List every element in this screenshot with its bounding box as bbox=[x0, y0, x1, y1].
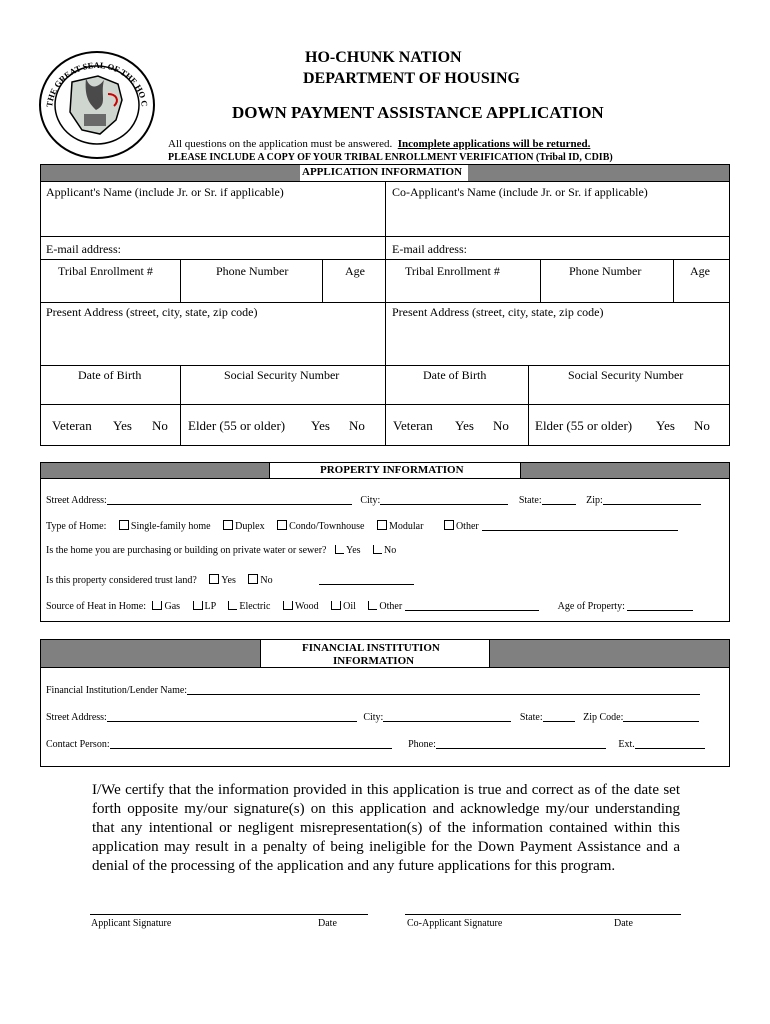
type-modular[interactable] bbox=[377, 521, 423, 532]
type-other[interactable] bbox=[444, 521, 678, 532]
type-duplex-label: Duplex bbox=[235, 521, 265, 532]
trust-no[interactable] bbox=[248, 575, 272, 586]
checkbox[interactable] bbox=[152, 601, 162, 610]
certification-text: I/We certify that the information provided in this application is true and correct as of the date set forth opposite my/our signature(s) on this application and acknowledge my/our understanding that any intentional or negligent misrepresentation(s) of the information contained within this application may result in a penalty of being ineligible for the Down Payment Assistance and a denial of the processing of the application and any future applications for this program. bbox=[92, 782, 680, 874]
heat-oil-label: Oil bbox=[343, 601, 356, 612]
financial-bar-right bbox=[490, 640, 729, 667]
org-name: HO-CHUNK NATION bbox=[305, 49, 462, 66]
heat-electric-label: Electric bbox=[239, 601, 271, 612]
financial-phone-label: Phone: bbox=[408, 739, 436, 750]
property-city-label: City: bbox=[360, 495, 381, 506]
heat-other[interactable] bbox=[368, 601, 539, 612]
applicant-tribal-label: Tribal Enrollment # bbox=[58, 264, 153, 278]
trust-land-input[interactable] bbox=[319, 572, 414, 585]
applicant-address-label: Present Address (street, city, state, zip code) bbox=[46, 305, 258, 319]
applicant-ssn-label: Social Security Number bbox=[224, 368, 340, 382]
trust-no-label: No bbox=[260, 575, 273, 586]
checkbox[interactable] bbox=[223, 520, 233, 530]
coapplicant-tribal-label: Tribal Enrollment # bbox=[405, 264, 500, 278]
property-bar-left bbox=[41, 463, 269, 478]
financial-phone-input[interactable] bbox=[436, 736, 606, 749]
heat-source-label: Source of Heat in Home: bbox=[46, 601, 146, 612]
type-single-family[interactable] bbox=[119, 521, 211, 532]
applicant-veteran-label: Veteran bbox=[52, 418, 92, 433]
water-no-label: No bbox=[384, 545, 397, 556]
lender-row bbox=[46, 682, 700, 696]
heat-oil[interactable] bbox=[331, 601, 356, 612]
instructions-text: All questions on the application must be answered. bbox=[168, 138, 393, 150]
checkbox[interactable] bbox=[331, 601, 341, 610]
instructions-warning: Incomplete applications will be returned. bbox=[397, 138, 591, 150]
coapplicant-date-label: Date bbox=[614, 918, 633, 929]
financial-section-title-2: INFORMATION bbox=[333, 655, 415, 667]
type-of-home-label: Type of Home: bbox=[46, 521, 107, 532]
seal-text: THE GREAT SEAL OF THE HO C bbox=[44, 59, 150, 108]
ext-input[interactable] bbox=[635, 736, 705, 749]
property-street-label: Street Address: bbox=[46, 495, 107, 506]
coapplicant-signature-line[interactable] bbox=[405, 914, 681, 915]
coapplicant-signature-label: Co-Applicant Signature bbox=[407, 918, 503, 929]
coapplicant-phone-label: Phone Number bbox=[569, 264, 642, 278]
coapplicant-elder-no[interactable]: No bbox=[694, 418, 710, 433]
financial-zip-label: Zip Code: bbox=[583, 712, 624, 723]
contact-label: Contact Person: bbox=[46, 739, 110, 750]
heat-other-input[interactable] bbox=[405, 598, 539, 611]
property-street-input[interactable] bbox=[107, 492, 352, 505]
enrollment-note: PLEASE INCLUDE A COPY OF YOUR TRIBAL ENROLLMENT VERIFICATION (Tribal ID, CDIB) bbox=[168, 152, 613, 163]
applicant-name-label: Applicant's Name (include Jr. or Sr. if applicable) bbox=[46, 185, 284, 199]
applicant-date-label: Date bbox=[318, 918, 337, 929]
type-condo[interactable] bbox=[277, 521, 364, 532]
checkbox[interactable] bbox=[373, 545, 382, 554]
coapplicant-ssn-label: Social Security Number bbox=[568, 368, 684, 382]
page-title: DOWN PAYMENT ASSISTANCE APPLICATION bbox=[232, 103, 604, 122]
contact-input[interactable] bbox=[110, 736, 392, 749]
coapplicant-age-label: Age bbox=[690, 264, 710, 278]
applicant-phone-label: Phone Number bbox=[216, 264, 289, 278]
type-of-home-row bbox=[46, 518, 678, 532]
property-zip-input[interactable] bbox=[603, 492, 701, 505]
checkbox[interactable] bbox=[368, 601, 377, 610]
coapplicant-email-label: E-mail address: bbox=[392, 242, 467, 256]
trust-land-row bbox=[46, 572, 414, 586]
applicant-email-label: E-mail address: bbox=[46, 242, 121, 256]
checkbox[interactable] bbox=[248, 574, 258, 584]
section-bar-left bbox=[41, 165, 300, 181]
water-sewer-question: Is the home you are purchasing or building on private water or sewer? bbox=[46, 545, 327, 556]
financial-zip-input[interactable] bbox=[623, 709, 699, 722]
applicant-elder-no[interactable]: No bbox=[349, 418, 365, 433]
applicant-elder-yes[interactable]: Yes bbox=[311, 418, 330, 433]
financial-city-input[interactable] bbox=[383, 709, 511, 722]
type-other-input[interactable] bbox=[482, 518, 678, 531]
property-street-row bbox=[46, 492, 701, 506]
property-zip-label: Zip: bbox=[586, 495, 603, 506]
financial-street-input[interactable] bbox=[107, 709, 357, 722]
checkbox[interactable] bbox=[444, 520, 454, 530]
lender-input[interactable] bbox=[187, 682, 700, 695]
financial-state-label: State: bbox=[519, 712, 543, 723]
water-yes-label: Yes bbox=[345, 545, 361, 556]
heat-wood[interactable] bbox=[283, 601, 319, 612]
property-city-input[interactable] bbox=[380, 492, 508, 505]
heat-other-label: Other bbox=[379, 601, 403, 612]
checkbox[interactable] bbox=[228, 601, 237, 610]
trust-yes-label: Yes bbox=[221, 575, 236, 586]
trust-yes[interactable] bbox=[209, 575, 236, 586]
checkbox[interactable] bbox=[119, 520, 129, 530]
type-duplex[interactable] bbox=[223, 521, 264, 532]
heat-lp[interactable] bbox=[193, 601, 216, 612]
applicant-dob-label: Date of Birth bbox=[78, 368, 142, 382]
coapplicant-name-field[interactable] bbox=[386, 200, 729, 234]
nation-seal bbox=[38, 50, 156, 160]
heat-gas-label: Gas bbox=[164, 601, 181, 612]
financial-state-input[interactable] bbox=[543, 709, 575, 722]
checkbox[interactable] bbox=[193, 601, 203, 610]
heat-wood-label: Wood bbox=[294, 601, 319, 612]
water-no[interactable] bbox=[373, 545, 396, 556]
water-sewer-row bbox=[46, 545, 396, 556]
checkbox[interactable] bbox=[283, 601, 293, 610]
trust-land-question: Is this property considered trust land? bbox=[46, 575, 197, 586]
financial-section-title-1: FINANCIAL INSTITUTION bbox=[302, 642, 440, 654]
heat-source-row bbox=[46, 598, 693, 612]
ext-label: Ext. bbox=[618, 739, 635, 750]
checkbox[interactable] bbox=[277, 520, 287, 530]
applicant-signature-label: Applicant Signature bbox=[91, 918, 172, 929]
lender-label: Financial Institution/Lender Name: bbox=[46, 685, 188, 696]
coapplicant-veteran-yes[interactable]: Yes bbox=[455, 418, 474, 433]
contact-row bbox=[46, 736, 705, 750]
instructions bbox=[168, 138, 590, 150]
property-state-label: State: bbox=[518, 495, 542, 506]
application-section-title: APPLICATION INFORMATION bbox=[302, 166, 463, 178]
financial-street-label: Street Address: bbox=[46, 712, 107, 723]
applicant-veteran-yes[interactable]: Yes bbox=[113, 418, 132, 433]
section-bar-right bbox=[468, 165, 729, 181]
type-single-family-label: Single-family home bbox=[130, 521, 211, 532]
property-section-title: PROPERTY INFORMATION bbox=[320, 464, 464, 476]
age-of-property-input[interactable] bbox=[627, 598, 693, 611]
checkbox[interactable] bbox=[335, 545, 344, 554]
coapplicant-veteran-no[interactable]: No bbox=[493, 418, 509, 433]
type-modular-label: Modular bbox=[389, 521, 424, 532]
applicant-signature-line[interactable] bbox=[90, 914, 368, 915]
coapplicant-address-label: Present Address (street, city, state, zip code) bbox=[392, 305, 604, 319]
applicant-veteran-no[interactable]: No bbox=[152, 418, 168, 433]
type-condo-label: Condo/Townhouse bbox=[289, 521, 365, 532]
financial-city-label: City: bbox=[363, 712, 384, 723]
financial-street-row bbox=[46, 709, 699, 723]
applicant-elder-label: Elder (55 or older) bbox=[188, 418, 286, 433]
coapplicant-name-label: Co-Applicant's Name (include Jr. or Sr. if applicable) bbox=[392, 185, 648, 199]
heat-lp-label: LP bbox=[204, 601, 216, 612]
applicant-name-field[interactable] bbox=[41, 200, 384, 234]
property-bar-right bbox=[521, 463, 729, 478]
coapplicant-elder-yes[interactable]: Yes bbox=[656, 418, 675, 433]
coapplicant-elder-label: Elder (55 or older) bbox=[535, 418, 633, 433]
coapplicant-veteran-label: Veteran bbox=[393, 418, 433, 433]
water-yes[interactable] bbox=[335, 545, 361, 556]
heat-electric[interactable] bbox=[228, 601, 270, 612]
checkbox[interactable] bbox=[377, 520, 387, 530]
checkbox[interactable] bbox=[209, 574, 219, 584]
dept-name: DEPARTMENT OF HOUSING bbox=[303, 70, 520, 87]
applicant-age-label: Age bbox=[345, 264, 365, 278]
property-state-input[interactable] bbox=[542, 492, 576, 505]
coapplicant-dob-label: Date of Birth bbox=[423, 368, 487, 382]
age-of-property-label: Age of Property: bbox=[557, 601, 625, 612]
heat-gas[interactable] bbox=[152, 601, 180, 612]
type-other-label: Other bbox=[455, 521, 479, 532]
financial-bar-left bbox=[41, 640, 260, 667]
